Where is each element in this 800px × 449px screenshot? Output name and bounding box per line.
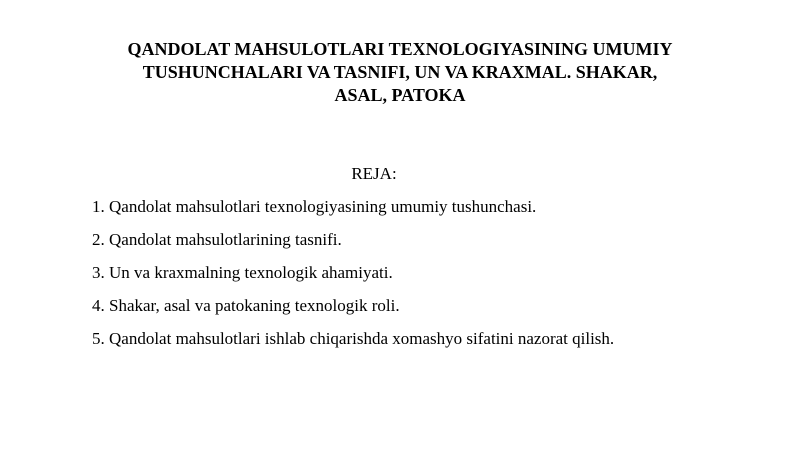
plan-item: 1. Qandolat mahsulotlari texnologiyasining umumiy tushunchasi. [92, 197, 537, 216]
plan-heading: REJA: [351, 164, 397, 183]
plan-list [92, 197, 614, 362]
slide-title-line: ASAL, PATOKA [334, 85, 466, 105]
plan-item: 4. Shakar, asal va patokaning texnologik roli. [92, 296, 400, 315]
plan-item: 2. Qandolat mahsulotlarining tasnifi. [92, 230, 342, 249]
plan-item: 3. Un va kraxmalning texnologik ahamiyati. [92, 263, 393, 282]
slide-title [70, 38, 730, 107]
slide-title-line: TUSHUNCHALARI VA TASNIFI, UN VA KRAXMAL. SHAKAR, [142, 62, 658, 82]
plan-item: 5. Qandolat mahsulotlari ishlab chiqarishda xomashyo sifatini nazorat qilish. [92, 329, 615, 348]
slide-title-line: QANDOLAT MAHSULOTLARI TEXNOLOGIYASINING UMUMIY [127, 39, 673, 59]
